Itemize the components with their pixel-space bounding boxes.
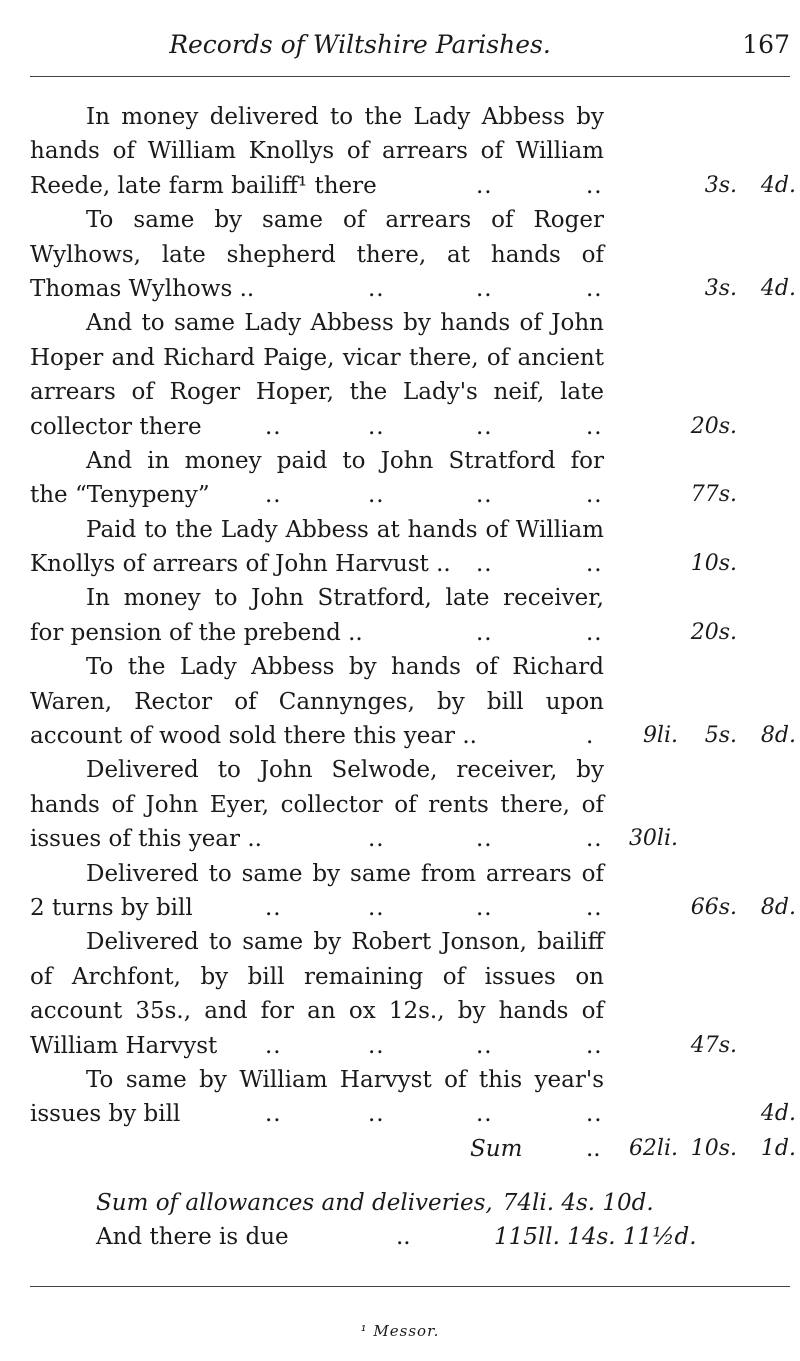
sum-pounds: 62li. [628,1135,678,1161]
due-row [96,1220,776,1254]
entry-text: Wylhows, late shepherd there, at hands of [30,241,604,268]
account-entry [30,925,790,1063]
amount-pence: 4d. [760,275,796,301]
leader-dots: .. [476,482,493,509]
amount-shillings: 20s. [690,413,737,439]
leader-dots: .. [368,1032,385,1059]
entry-text: To same by William Harvyst of this year's [86,1066,604,1093]
entry-line [30,547,790,581]
entry-line [30,753,790,787]
leader-dots: .. [476,826,493,853]
entry-line [30,341,790,375]
entry-line [30,925,790,959]
entry-text: for pension of the prebend .. [30,619,363,646]
entry-line [30,134,790,168]
leader-dots: .. [586,551,603,578]
amount-pence: 4d. [760,172,796,198]
entry-text: William Harvyst [30,1032,218,1059]
sum-shillings: 10s. [690,1135,737,1161]
entry-text: Delivered to same by Robert Jonson, bailiff [86,929,604,956]
amount-shillings: 10s. [690,551,737,577]
leader-dots: .. [368,826,385,853]
leader-dots: .. [368,482,385,509]
entry-text: hands of John Eyer, collector of rents there, of [30,791,604,818]
leader-dots: .. [368,413,385,440]
leader-dots: .. [586,826,603,853]
entry-text: the “Tenypeny” [30,482,210,509]
entry-line [30,857,790,891]
entry-text: collector there [30,413,202,440]
leader-dots: .. [265,413,282,440]
page-title: Records of Wiltshire Parishes. [169,30,551,59]
entry-text: To the Lady Abbess by hands of Richard [86,654,604,681]
leader-dots: .. [476,619,493,646]
entry-text: Hoper and Richard Paige, vicar there, of ancient [30,344,604,371]
footnote: ¹ Messor. [360,1322,440,1340]
sum-label: Sum [470,1135,523,1162]
due-dots: .. [396,1224,411,1250]
leader-dots: .. [586,619,603,646]
leader-dots: .. [476,1101,493,1128]
entry-text: arrears of Roger Hoper, the Lady's neif, late [30,379,604,406]
leader-dots: .. [586,172,603,199]
sum-pence: 1d. [760,1135,796,1161]
entry-line [30,306,790,340]
leader-dots: .. [265,1101,282,1128]
account-entries [30,100,796,1166]
leader-dots: .. [586,894,603,921]
running-header [30,24,790,64]
header-rule [30,76,790,77]
entry-line [30,650,790,684]
entry-line [30,513,790,547]
leader-dots: .. [586,413,603,440]
entry-text: In money to John Stratford, late receiver, [86,585,604,612]
page-number: 167 [742,30,790,59]
entry-text: Knollys of arrears of John Harvust .. [30,551,451,578]
amount-shillings: 47s. [690,1032,737,1058]
entry-line [30,581,790,615]
leader-dots: .. [368,275,385,302]
amount-pounds: 9li. [642,723,678,749]
amount-shillings: 3s. [704,275,737,301]
totals-block [96,1186,776,1254]
entry-text: And to same Lady Abbess by hands of John [86,310,604,337]
leader-dots: .. [476,551,493,578]
leader-dots: .. [368,1101,385,1128]
entry-line [30,685,790,719]
leader-dots: .. [476,1032,493,1059]
entry-text: issues of this year .. [30,826,262,853]
entry-line [30,1097,796,1131]
account-entry [30,444,790,513]
leader-dots: .. [368,894,385,921]
entry-line [30,960,790,994]
entry-line [30,788,790,822]
entry-text: Waren, Rector of Cannynges, by bill upon [30,688,604,715]
entry-line [30,169,796,203]
amount-pence: 8d. [760,894,796,920]
entry-line [30,272,796,306]
amount-pounds: 30li. [628,826,678,852]
entry-text: account of wood sold there this year .. [30,723,477,750]
account-entry [30,857,796,926]
account-entry [30,203,796,306]
entry-text: 2 turns by bill [30,894,193,921]
entry-text: And in money paid to John Stratford for [86,447,604,474]
account-entry [30,753,790,856]
entry-line [30,100,790,134]
entry-text: In money delivered to the Lady Abbess by [86,104,604,130]
entry-text: To same by same of arrears of Roger [86,207,604,234]
entry-text: Delivered to John Selwode, receiver, by [86,757,604,784]
entry-line [30,719,796,753]
amount-pence: 4d. [760,1101,796,1127]
amount-shillings: 5s. [704,723,737,749]
entry-line [30,822,790,856]
entry-text: Paid to the Lady Abbess at hands of William [86,516,604,543]
amount-pence: 8d. [760,723,796,749]
leader-dots: .. [586,482,603,509]
footnote-rule [30,1286,790,1287]
entry-line [30,1063,790,1097]
entry-text: account 35s., and for an ox 12s., by hands of [30,998,604,1025]
entry-text: issues by bill [30,1101,181,1128]
entry-line [30,478,790,512]
leader-dots: . [586,723,595,750]
entry-text: of Archfont, by bill remaining of issues on [30,963,604,990]
leader-dots: .. [476,172,493,199]
account-entry [30,650,796,753]
sum-row [30,1132,796,1166]
entry-line [30,375,790,409]
entry-text: hands of William Knollys of arrears of William [30,138,604,165]
account-entry [30,1063,796,1132]
sum-dots: .. [586,1135,601,1162]
leader-dots: .. [476,894,493,921]
due-value: 115ll. 14s. 11½d. [494,1224,697,1250]
allowances-row [96,1186,776,1220]
entry-line [30,410,790,444]
account-entry [30,513,790,582]
entry-line [30,238,790,272]
amount-shillings: 3s. [704,172,737,198]
entry-line [30,891,796,925]
due-label: And there is due [96,1224,289,1250]
entry-line [30,444,790,478]
leader-dots: .. [586,275,603,302]
amount-shillings: 66s. [690,894,737,920]
allowances-value: 74li. 4s. 10d. [502,1190,654,1216]
leader-dots: .. [265,482,282,509]
amount-shillings: 77s. [690,482,737,508]
entry-text: Reede, late farm bailiff¹ there [30,172,377,199]
entry-line [30,994,790,1028]
leader-dots: .. [265,894,282,921]
account-entry [30,581,790,650]
amount-shillings: 20s. [690,619,737,645]
leader-dots: .. [476,413,493,440]
allowances-label: Sum of allowances and deliveries, [96,1190,493,1216]
entry-line [30,616,790,650]
entry-text: Thomas Wylhows .. [30,275,255,302]
entry-line [30,203,790,237]
leader-dots: .. [265,1032,282,1059]
leader-dots: .. [586,1032,603,1059]
leader-dots: .. [476,275,493,302]
leader-dots: .. [586,1101,603,1128]
account-entry [30,100,796,203]
entry-line [30,1029,790,1063]
account-entry [30,306,790,444]
entry-text: Delivered to same by same from arrears of [86,860,604,887]
